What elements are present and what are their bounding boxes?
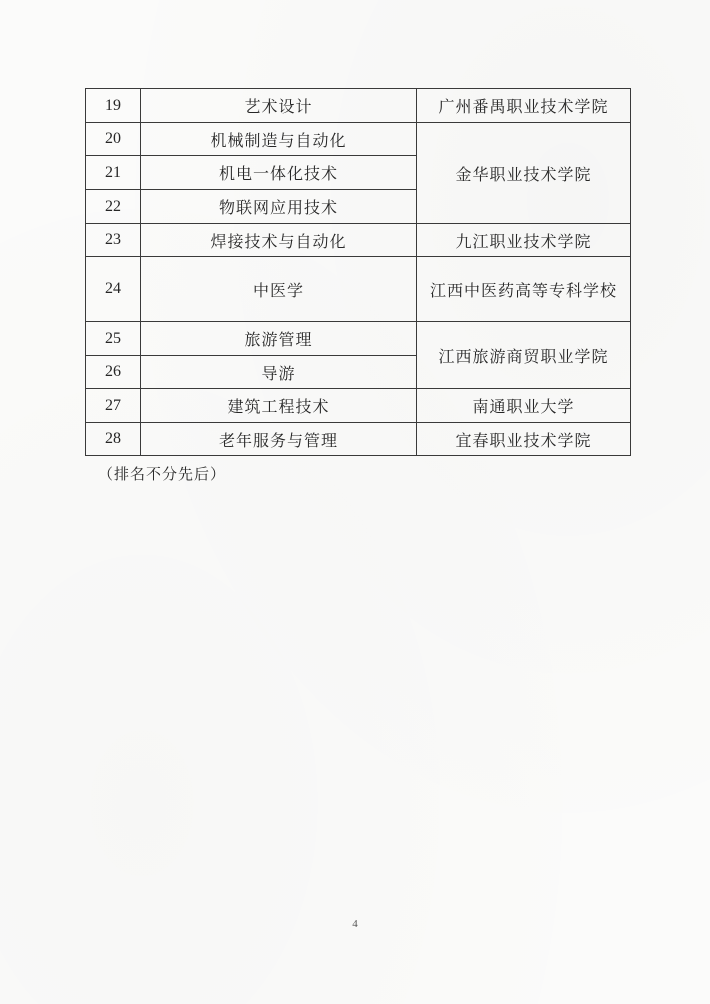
table-row bbox=[86, 123, 631, 156]
school-cell: 九江职业技术学院 bbox=[417, 224, 631, 257]
page-number: 4 bbox=[352, 918, 358, 930]
table-row bbox=[86, 89, 631, 123]
row-number: 23 bbox=[86, 224, 141, 257]
table-row bbox=[86, 257, 631, 322]
major-cell: 艺术设计 bbox=[141, 89, 417, 123]
major-cell: 机电一体化技术 bbox=[141, 156, 417, 190]
row-number: 22 bbox=[86, 190, 141, 224]
table-row bbox=[86, 224, 631, 257]
major-cell: 中医学 bbox=[141, 257, 417, 322]
school-cell: 广州番禺职业技术学院 bbox=[417, 89, 631, 123]
row-number: 24 bbox=[86, 257, 141, 322]
table-row bbox=[86, 423, 631, 456]
major-cell: 导游 bbox=[141, 356, 417, 389]
major-cell: 机械制造与自动化 bbox=[141, 123, 417, 156]
major-cell: 旅游管理 bbox=[141, 322, 417, 356]
row-number: 19 bbox=[86, 89, 141, 123]
ranking-note: （排名不分先后） bbox=[98, 465, 227, 483]
row-number: 26 bbox=[86, 356, 141, 389]
school-cell: 江西旅游商贸职业学院 bbox=[417, 322, 631, 389]
major-cell: 焊接技术与自动化 bbox=[141, 224, 417, 257]
row-number: 21 bbox=[86, 156, 141, 190]
school-cell: 南通职业大学 bbox=[417, 389, 631, 423]
school-cell: 金华职业技术学院 bbox=[417, 123, 631, 224]
table-row bbox=[86, 389, 631, 423]
row-number: 27 bbox=[86, 389, 141, 423]
school-cell: 江西中医药高等专科学校 bbox=[417, 257, 631, 322]
major-cell: 建筑工程技术 bbox=[141, 389, 417, 423]
row-number: 28 bbox=[86, 423, 141, 456]
ranking-table bbox=[85, 88, 631, 456]
row-number: 20 bbox=[86, 123, 141, 156]
school-cell: 宜春职业技术学院 bbox=[417, 423, 631, 456]
major-cell: 老年服务与管理 bbox=[141, 423, 417, 456]
major-cell: 物联网应用技术 bbox=[141, 190, 417, 224]
row-number: 25 bbox=[86, 322, 141, 356]
table-row bbox=[86, 322, 631, 356]
